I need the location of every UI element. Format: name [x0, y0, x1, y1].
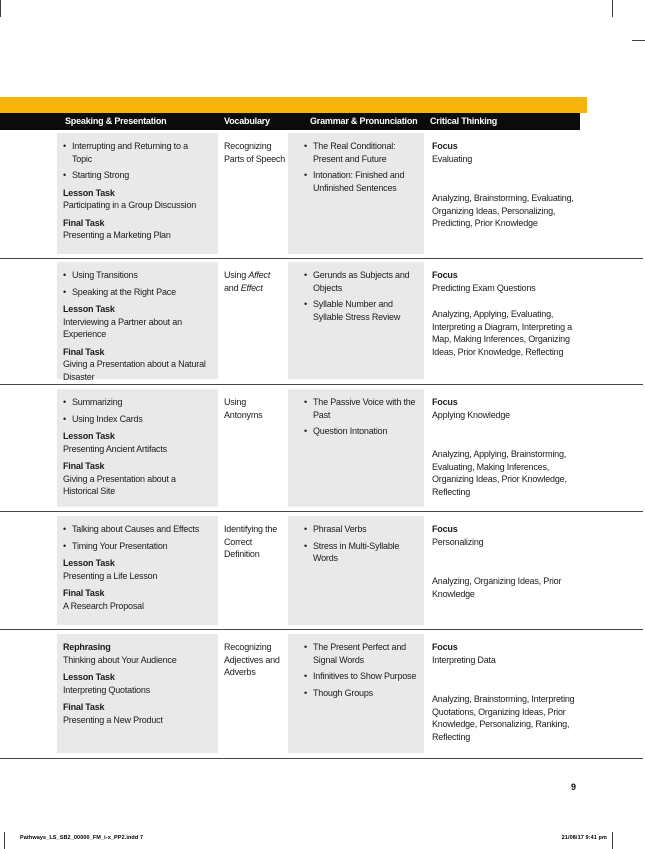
grammar-bullet-list	[304, 396, 418, 438]
grammar-cell	[288, 133, 424, 254]
vocabulary-cell: Recognizing Adjectives and Adverbs	[218, 634, 288, 753]
focus-value: Interpreting Data	[432, 654, 496, 665]
column-header-vocabulary: Vocabulary	[224, 116, 270, 126]
vocabulary-cell: Using Affect and Effect	[218, 262, 288, 379]
focus-label: Focus	[432, 270, 458, 280]
crop-mark-top-left	[0, 0, 1, 17]
speaking-bullet-list	[63, 140, 210, 182]
speaking-cell	[57, 262, 218, 382]
vocabulary-cell: Using Antonyms	[218, 389, 288, 507]
lesson-task-label: Lesson Task	[63, 672, 115, 682]
focus-label: Focus	[432, 397, 458, 407]
critical-thinking-cell	[432, 389, 585, 507]
row-divider	[0, 758, 643, 759]
focus-label: Focus	[432, 642, 458, 652]
crop-mark-right	[632, 40, 645, 41]
final-task	[63, 701, 210, 726]
crop-mark-top-right	[612, 0, 613, 17]
final-task-label: Final Task	[63, 461, 105, 471]
skills-list: Analyzing, Brainstorming, Evaluating, Organizing Ideas, Personalizing, Predicting, Prior Knowledge	[432, 193, 574, 228]
lesson-task-text: Presenting a Life Lesson	[63, 570, 158, 581]
speaking-cell	[57, 133, 218, 254]
table-header	[0, 113, 580, 130]
focus-value: Evaluating	[432, 153, 473, 164]
footer-filename: Pathways_LS_SB2_00000_FM_i-x_PP2.indd 7	[20, 835, 144, 841]
bullet-item: • Stress in Multi-Syllable Words	[304, 540, 418, 565]
lesson-task	[63, 303, 210, 341]
lesson-task-label: Lesson Task	[63, 187, 115, 198]
speaking-cell	[57, 516, 218, 625]
bullet-item: • Summarizing	[63, 396, 210, 409]
grammar-cell	[288, 389, 424, 507]
vocabulary-cell: Recognizing Parts of Speech	[218, 133, 288, 254]
bullet-item: • Timing Your Presentation	[63, 540, 210, 553]
speaking-cell	[57, 389, 218, 507]
lesson-task-label: Lesson Task	[63, 304, 115, 314]
bullet-item: • Question Intonation	[304, 425, 418, 438]
table-row	[0, 634, 645, 753]
bullet-item: • The Real Conditional: Present and Future	[304, 140, 418, 165]
row-divider	[0, 258, 643, 259]
accent-bar	[0, 97, 587, 113]
skills-list: Analyzing, Applying, Brainstorming, Evaluating, Making Inferences, Organizing Ideas, Prior Knowledge, Reflecting	[432, 449, 567, 497]
grammar-cell	[288, 634, 424, 753]
focus-value: Applying Knowledge	[432, 409, 510, 420]
lesson-task-text: Interviewing a Partner about an Experience	[63, 316, 182, 339]
focus-value: Predicting Exam Questions	[432, 282, 536, 293]
lesson-task-text: Participating in a Group Discussion	[63, 200, 197, 210]
grammar-cell	[288, 262, 424, 379]
grammar-cell	[288, 516, 424, 625]
critical-thinking-cell	[432, 262, 585, 379]
bullet-item: • Talking about Causes and Effects	[63, 523, 210, 536]
bullet-item: • Using Index Cards	[63, 413, 210, 426]
final-task-text: Presenting a Marketing Plan	[63, 230, 171, 240]
column-header-speaking: Speaking & Presentation	[65, 116, 167, 126]
bullet-item: • The Passive Voice with the Past	[304, 396, 418, 421]
speaking-bullet-list	[63, 269, 210, 298]
speaking-task	[63, 641, 210, 666]
bullet-item: • Though Groups	[304, 687, 418, 700]
table-row	[0, 262, 645, 382]
lesson-task	[63, 187, 210, 212]
final-task-label: Final Task	[63, 702, 105, 712]
skills-list: Analyzing, Brainstorming, Interpreting Quotations, Organizing Ideas, Prior Knowledge, Personalizing, Ranking, Reflecting	[432, 694, 575, 742]
lesson-task-label: Lesson Task	[63, 431, 115, 441]
final-task	[63, 346, 210, 384]
lesson-task-text: Interpreting Quotations	[63, 684, 150, 695]
final-task-text: Giving a Presentation about a Historical Site	[63, 473, 176, 496]
grammar-bullet-list	[304, 523, 418, 565]
column-header-grammar: Grammar & Pronunciation	[310, 116, 418, 126]
speaking-bullet-list	[63, 523, 210, 552]
final-task-text: Presenting a New Product	[63, 714, 163, 725]
bullet-item: • Gerunds as Subjects and Objects	[304, 269, 418, 294]
table-row	[0, 133, 645, 254]
lesson-task	[63, 430, 210, 455]
column-header-critical: Critical Thinking	[430, 116, 498, 126]
bullet-item: • Using Transitions	[63, 269, 210, 282]
vocabulary-cell: Identifying the Correct Definition	[218, 516, 288, 625]
bullet-item: • The Present Perfect and Signal Words	[304, 641, 418, 666]
row-divider	[0, 629, 643, 630]
row-divider	[0, 384, 643, 385]
skills-list: Analyzing, Applying, Evaluating, Interpreting a Diagram, Interpreting a Map, Making Inferences, Organizing Ideas, Prior Knowledge, Reflecting	[432, 309, 572, 357]
bullet-item: • Starting Strong	[63, 169, 210, 182]
critical-thinking-cell	[432, 133, 585, 254]
crop-mark-bottom-right	[612, 832, 613, 849]
speaking-task-text: Thinking about Your Audience	[63, 654, 177, 665]
final-task	[63, 460, 210, 498]
bullet-item: • Interrupting and Returning to a Topic	[63, 140, 210, 165]
bullet-item: • Syllable Number and Syllable Stress Review	[304, 298, 418, 323]
bullet-item: • Phrasal Verbs	[304, 523, 418, 536]
row-divider	[0, 511, 643, 512]
final-task-text: A Research Proposal	[63, 600, 144, 611]
final-task-text: Giving a Presentation about a Natural Disaster	[63, 359, 206, 382]
final-task-label: Final Task	[63, 588, 105, 598]
lesson-task-text: Presenting Ancient Artifacts	[63, 443, 167, 454]
speaking-task-label: Rephrasing	[63, 642, 111, 652]
grammar-bullet-list	[304, 641, 418, 699]
table-row	[0, 516, 645, 625]
focus-label: Focus	[432, 524, 458, 534]
speaking-cell	[57, 634, 218, 753]
focus-label: Focus	[432, 141, 458, 151]
critical-thinking-cell	[432, 516, 585, 625]
final-task	[63, 587, 210, 612]
final-task	[63, 217, 210, 242]
table-row	[0, 389, 645, 507]
skills-list: Analyzing, Organizing Ideas, Prior Knowledge	[432, 576, 562, 599]
bullet-item: • Speaking at the Right Pace	[63, 286, 210, 299]
crop-mark-bottom-left	[4, 832, 5, 849]
grammar-bullet-list	[304, 140, 418, 194]
lesson-task-label: Lesson Task	[63, 558, 115, 568]
lesson-task	[63, 557, 210, 582]
footer-timestamp: 21/08/17 9:41 pm	[561, 835, 607, 841]
lesson-task	[63, 671, 210, 696]
focus-value: Personalizing	[432, 536, 484, 547]
grammar-bullet-list	[304, 269, 418, 323]
final-task-label: Final Task	[63, 217, 105, 228]
speaking-bullet-list	[63, 396, 210, 425]
bullet-item: • Infinitives to Show Purpose	[304, 670, 418, 683]
final-task-label: Final Task	[63, 346, 105, 357]
bullet-item: • Intonation: Finished and Unfinished Sentences	[304, 169, 418, 194]
page-number: 9	[570, 782, 576, 792]
critical-thinking-cell	[432, 634, 585, 753]
